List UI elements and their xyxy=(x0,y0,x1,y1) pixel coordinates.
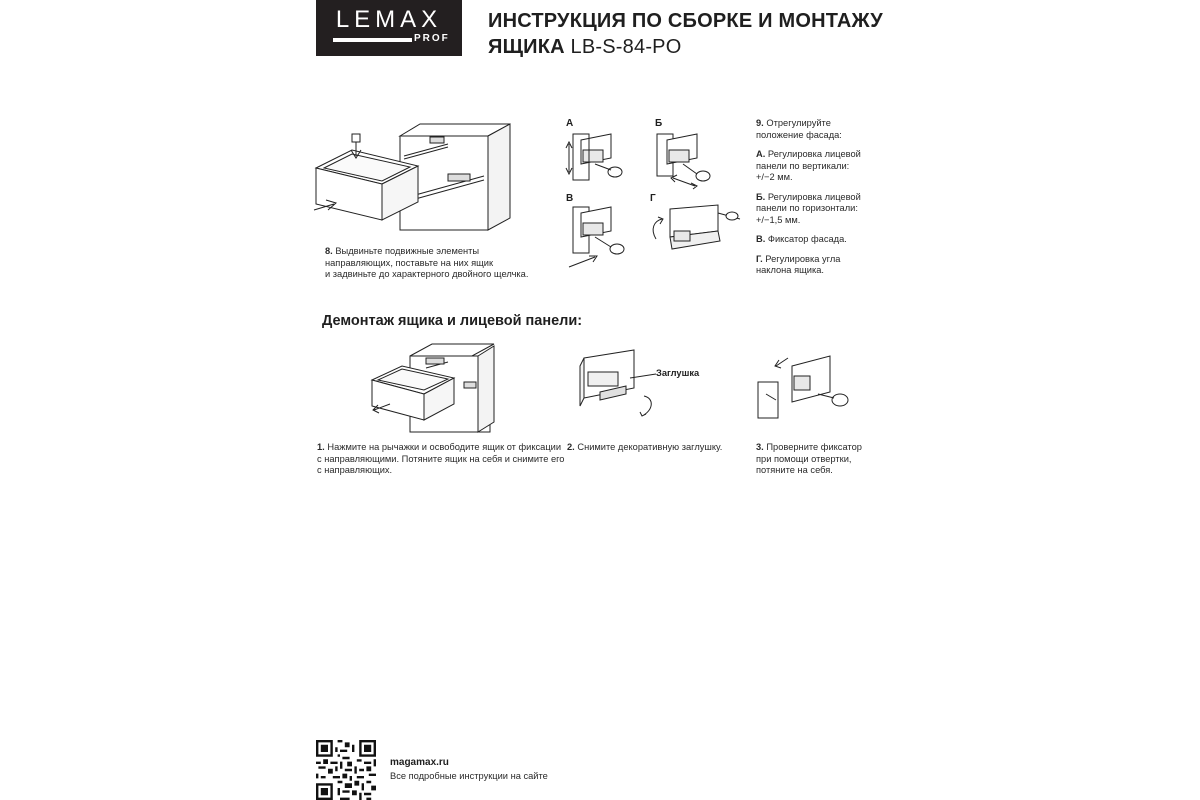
brand-name: LEMAX xyxy=(335,6,443,33)
d3-line-2: при помощи отвертки, xyxy=(756,453,852,464)
step9-text xyxy=(756,118,876,277)
d3-num: 3. xyxy=(756,442,764,452)
step9-v-key: В. xyxy=(756,234,766,244)
page-title xyxy=(488,8,883,60)
brand-logo xyxy=(316,0,462,56)
d1-text-1: Нажмите на рычажки и освободите ящик от фиксации xyxy=(327,442,562,452)
d1-line-3: с направляющих. xyxy=(317,465,393,475)
step8-line-3: и задвиньте до характерного двойного щелчка. xyxy=(325,269,529,279)
step8-illustration xyxy=(308,112,518,234)
step9-b-line-1 xyxy=(756,192,876,204)
d3-line-3: потяните на себя. xyxy=(756,465,833,475)
disassembly-1-illustration xyxy=(366,338,496,434)
qr-code-icon[interactable] xyxy=(316,740,376,800)
title-line-1: ИНСТРУКЦИЯ ПО СБОРКЕ И МОНТАЖУ xyxy=(488,10,883,32)
step8-line-1 xyxy=(325,246,528,258)
spacer xyxy=(756,184,876,192)
disassembly-3-illustration xyxy=(752,352,856,420)
step9-g-text-1: Регулировка угла xyxy=(765,253,841,264)
d2-line-1 xyxy=(567,442,722,454)
step9-b-line-3: +/−1,5 мм. xyxy=(756,214,801,225)
step8-num: 8. xyxy=(325,246,333,256)
spacer xyxy=(756,141,876,149)
step9-g-key: Г. xyxy=(756,253,763,264)
step9-label-b: Б xyxy=(655,118,663,129)
step9-illustration-v xyxy=(565,203,633,273)
step8-line-2: направляющих, поставьте на них ящик xyxy=(325,257,494,268)
step9-b-text-1: Регулировка лицевой xyxy=(767,191,861,202)
step9-g-line-2: наклона ящика. xyxy=(756,265,824,275)
d2-num: 2. xyxy=(567,442,575,452)
step9-intro-1 xyxy=(756,118,876,130)
brand-sub: PROF xyxy=(414,33,450,44)
step9-a-line-3: +/−2 мм. xyxy=(756,172,793,182)
site-link[interactable]: magamax.ru xyxy=(390,757,449,768)
title-line-2-bold: ЯЩИКА xyxy=(488,36,565,58)
d1-line-1 xyxy=(317,442,564,454)
title-line-2 xyxy=(488,34,883,60)
d1-num: 1. xyxy=(317,442,325,452)
step9-g-line-1 xyxy=(756,254,876,266)
step9-label-v: В xyxy=(566,193,574,204)
disassembly-2-illustration xyxy=(570,348,700,424)
step9-illustration-a xyxy=(565,128,633,184)
step9-v-line-1 xyxy=(756,234,876,246)
step9-illustration-g xyxy=(648,203,744,255)
disassembly-3-text xyxy=(756,442,862,477)
site-note: Все подробные инструкции на сайте xyxy=(390,771,548,781)
step9-a-key: А. xyxy=(756,149,766,159)
d3-line-1 xyxy=(756,442,862,454)
title-model: LB-S-84-PO xyxy=(570,36,682,58)
step9-intro-text: Отрегулируйте xyxy=(766,118,831,128)
section-title: Демонтаж ящика и лицевой панели: xyxy=(322,313,583,329)
step9-illustration-b xyxy=(653,128,721,190)
step9-label-a: А xyxy=(566,118,574,129)
spacer xyxy=(756,246,876,254)
callout-plug-label: Заглушка xyxy=(656,368,700,378)
disassembly-2-text xyxy=(567,442,722,454)
step9-b-line-2: панели по горизонтали: xyxy=(756,203,858,213)
spacer xyxy=(756,226,876,234)
step8-text-1: Выдвиньте подвижные элементы xyxy=(335,246,480,256)
step9-a-line-2: панели по вертикали: xyxy=(756,160,850,171)
disassembly-1-text xyxy=(317,442,564,477)
d3-text-1: Проверните фиксатор xyxy=(766,442,862,452)
step9-a-line-1 xyxy=(756,149,876,161)
step9-label-g: Г xyxy=(650,193,656,204)
step9-num: 9. xyxy=(756,118,764,128)
d2-text-1: Снимите декоративную заглушку. xyxy=(577,442,723,452)
d1-line-2: с направляющими. Потяните ящик на себя и снимите его xyxy=(317,453,565,464)
step9-v-text-1: Фиксатор фасада. xyxy=(767,234,847,244)
step9-b-key: Б. xyxy=(756,191,766,202)
logo-bar xyxy=(333,38,412,42)
step9-a-text-1: Регулировка лицевой xyxy=(767,149,861,159)
step8-text xyxy=(325,246,528,281)
step9-intro-2: положение фасада: xyxy=(756,129,842,140)
